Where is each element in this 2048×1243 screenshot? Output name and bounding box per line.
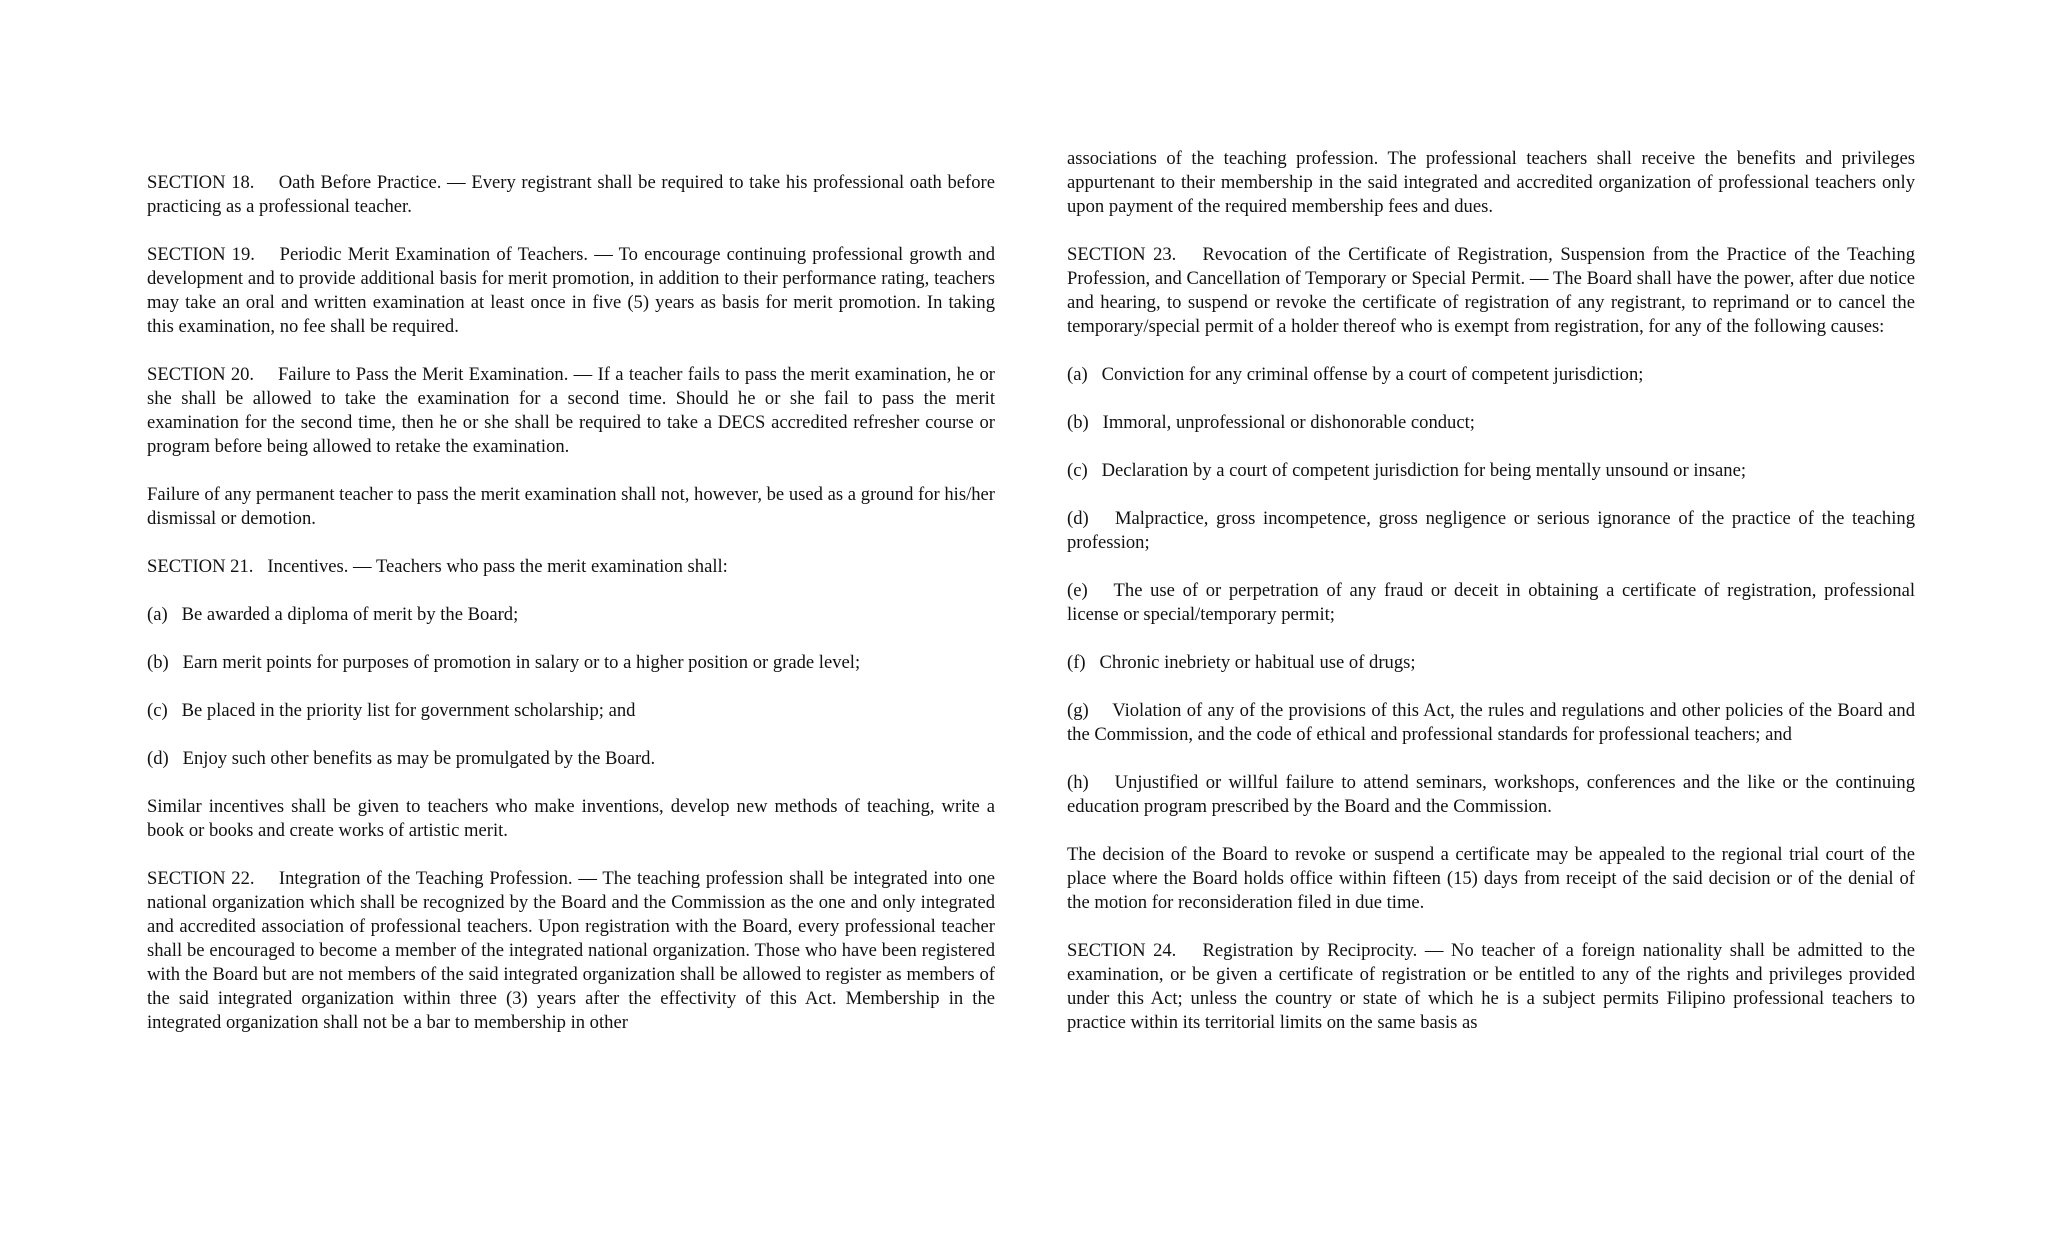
cause-item-h: (h) Unjustified or willful failure to attend seminars, workshops, conferences and the like or the continuing education program prescribed by the Board and the Commission. (1067, 772, 1915, 817)
appeal-paragraph: The decision of the Board to revoke or suspend a certificate may be appealed to the regional trial court of the place where the Board holds office within fifteen (15) days from receipt of the said decision or of the denial of the motion for reconsideration filed in due time. (1067, 844, 1915, 913)
incentive-item-c: (c) Be placed in the priority list for government scholarship; and (147, 700, 636, 721)
section-22-paragraph: SECTION 22. Integration of the Teaching Profession. — The teaching profession shall be integrated into one national organization which shall be recognized by the Board and the Commission as the one and only integrated and accredited association of professional teachers. Upon registration with the Board, every professional teacher shall be encouraged to become a member of the integrated national organization. Those who have been registered with the Board but are not members of the said integrated organization shall be allowed to register as members of the said integrated organization within three (3) years after the effectivity of this Act. Membership in the integrated organization shall not be a bar to membership in other (147, 868, 995, 1033)
cause-item-a: (a) Conviction for any criminal offense by a court of competent jurisdiction; (1067, 364, 1644, 385)
right-column (1067, 147, 1915, 1035)
incentive-item-b: (b) Earn merit points for purposes of promotion in salary or to a higher position or grade level; (147, 652, 861, 673)
section-20-paragraph: SECTION 20. Failure to Pass the Merit Examination. — If a teacher fails to pass the merit examination, he or she shall be allowed to take the examination for a second time. Should he or she fail to pass the merit examination for the second time, then he or she shall be required to take a DECS accredited refresher course or program before being allowed to retake the examination. (147, 364, 995, 457)
section-19-paragraph: SECTION 19. Periodic Merit Examination of Teachers. — To encourage continuing professional growth and development and to provide additional basis for merit promotion, in addition to their performance rating, teachers may take an oral and written examination at least once in five (5) years as basis for merit promotion. In taking this examination, no fee shall be required. (147, 244, 995, 337)
left-column (147, 171, 995, 1035)
section-22-continuation-paragraph: associations of the teaching profession. The professional teachers shall receive the benefits and privileges appurtenant to their membership in the said integrated and accredited organization of professional teachers only upon payment of the required membership fees and dues. (1067, 148, 1915, 217)
section-24-paragraph: SECTION 24. Registration by Reciprocity. — No teacher of a foreign nationality shall be admitted to the examination, or be given a certificate of registration or be entitled to any of the rights and privileges provided under this Act; unless the country or state of which he is a subject permits Filipino professional teachers to practice within its territorial limits on the same basis as (1067, 940, 1915, 1033)
cause-item-e: (e) The use of or perpetration of any fraud or deceit in obtaining a certificate of registration, professional license or special/temporary permit; (1067, 580, 1915, 625)
section-18-paragraph: SECTION 18. Oath Before Practice. — Every registrant shall be required to take his professional oath before practicing as a professional teacher. (147, 172, 995, 217)
cause-item-c: (c) Declaration by a court of competent jurisdiction for being mentally unsound or insane; (1067, 460, 1746, 481)
incentive-item-d: (d) Enjoy such other benefits as may be promulgated by the Board. (147, 748, 656, 769)
similar-incentives-paragraph: Similar incentives shall be given to teachers who make inventions, develop new methods of teaching, write a book or books and create works of artistic merit. (147, 796, 995, 841)
cause-item-f: (f) Chronic inebriety or habitual use of drugs; (1067, 652, 1416, 673)
section-23-paragraph: SECTION 23. Revocation of the Certificate of Registration, Suspension from the Practice of the Teaching Profession, and Cancellation of Temporary or Special Permit. — The Board shall have the power, after due notice and hearing, to suspend or revoke the certificate of registration of any registrant, to reprimand or to cancel the temporary/special permit of a holder thereof who is exempt from registration, for any of the following causes: (1067, 244, 1915, 337)
failure-note-paragraph: Failure of any permanent teacher to pass the merit examination shall not, however, be used as a ground for his/her dismissal or demotion. (147, 484, 995, 529)
section-21-paragraph: SECTION 21. Incentives. — Teachers who pass the merit examination shall: (147, 556, 728, 577)
cause-item-g: (g) Violation of any of the provisions of this Act, the rules and regulations and other policies of the Board and the Commission, and the code of ethical and professional standards for professional teachers; and (1067, 700, 1915, 745)
cause-item-b: (b) Immoral, unprofessional or dishonorable conduct; (1067, 412, 1475, 433)
incentive-item-a: (a) Be awarded a diploma of merit by the Board; (147, 604, 519, 625)
cause-item-d: (d) Malpractice, gross incompetence, gross negligence or serious ignorance of the practice of the teaching profession; (1067, 508, 1915, 553)
